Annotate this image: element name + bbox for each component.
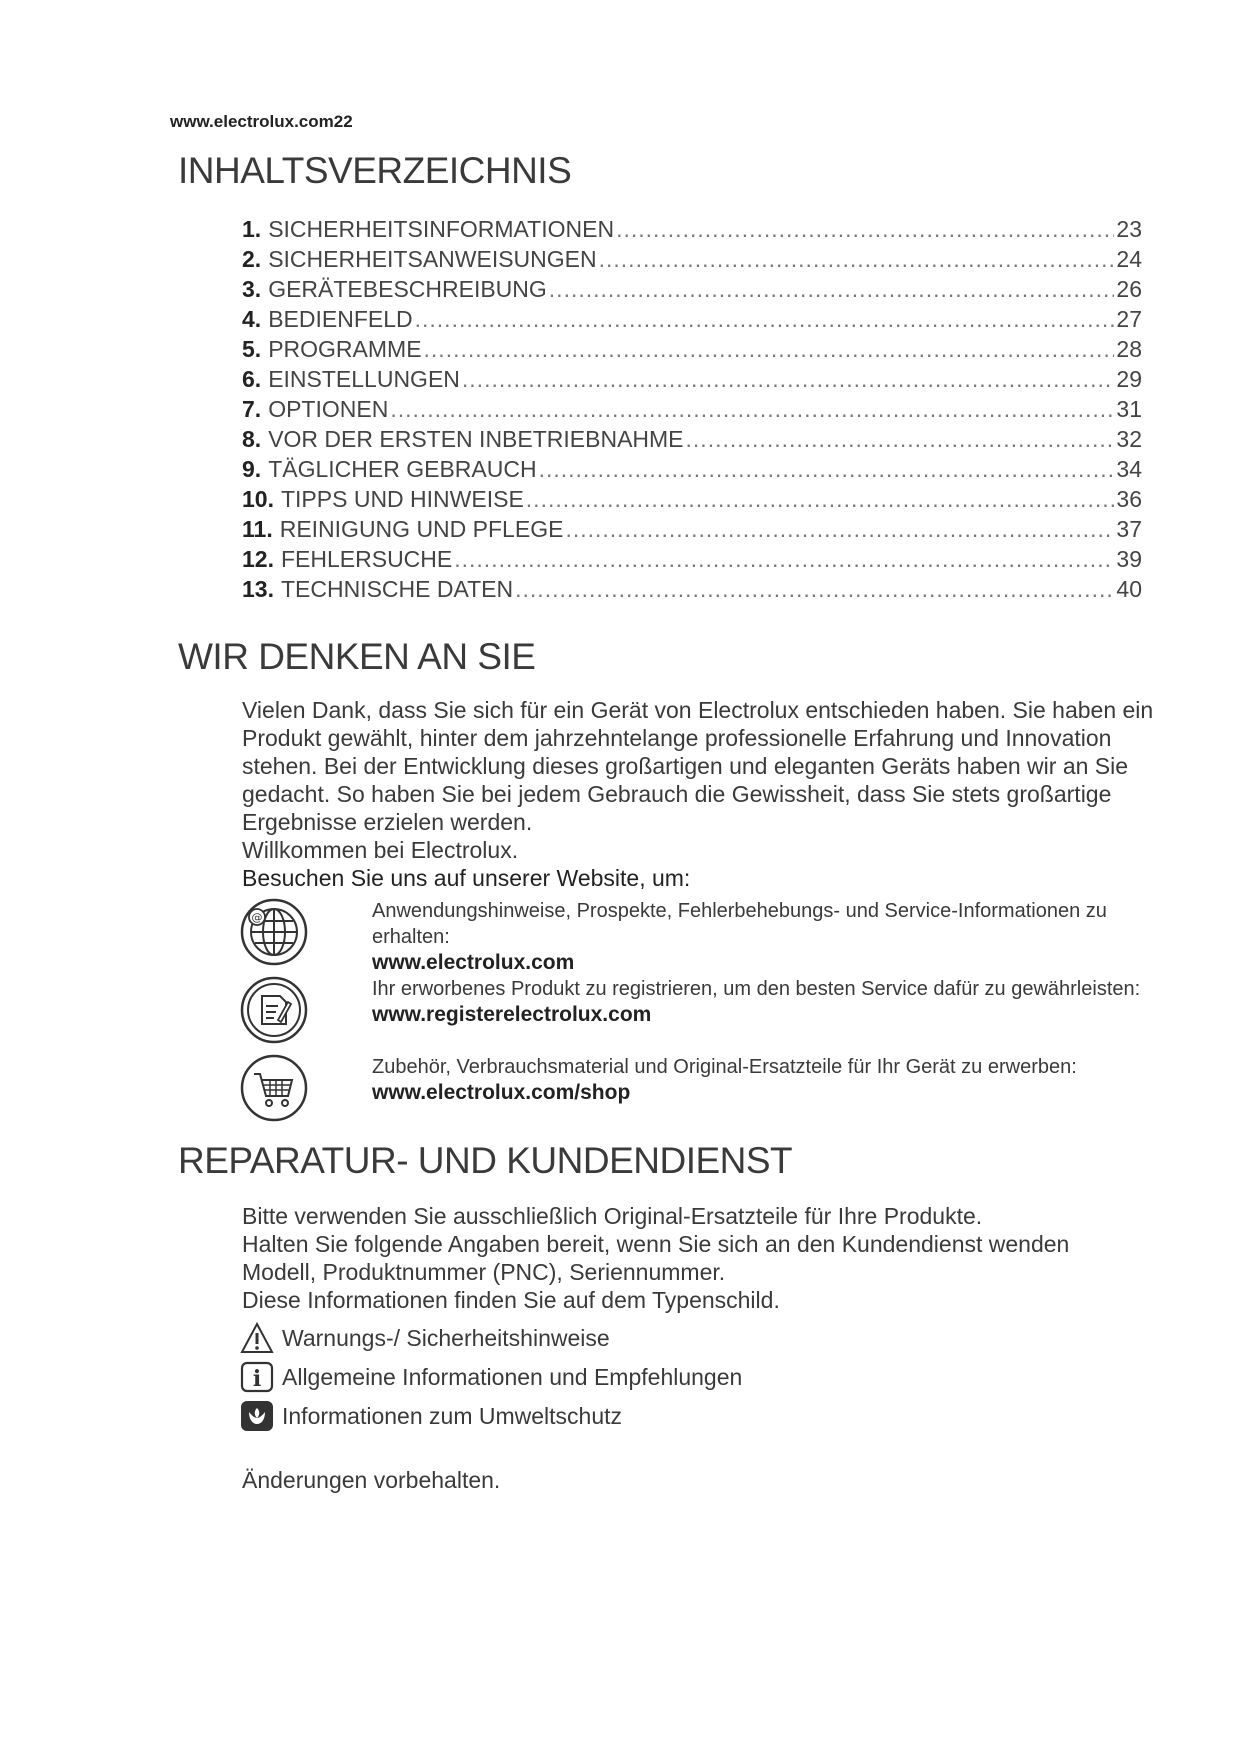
intro-title: WIR DENKEN AN SIE xyxy=(178,636,536,677)
toc-row[interactable]: 6. EINSTELLUNGEN ..... 29 xyxy=(242,364,1142,394)
info-icon xyxy=(240,1361,274,1393)
toc-row[interactable]: 5. PROGRAMME ..... 28 xyxy=(242,334,1142,364)
toc-label: FEHLERSUCHE xyxy=(280,546,453,572)
toc-row[interactable]: 12. FEHLERSUCHE ..... 39 xyxy=(242,544,1142,574)
toc-page: 31 xyxy=(1116,396,1142,422)
toc-row[interactable]: 11. REINIGUNG UND PFLEGE ..... 37 xyxy=(242,514,1142,544)
svg-text:i: i xyxy=(252,1366,262,1392)
toc-leader xyxy=(424,334,1115,364)
toc-leader xyxy=(454,544,1114,574)
toc-label: TÄGLICHER GEBRAUCH xyxy=(268,456,537,482)
register-icon xyxy=(240,976,308,1044)
toc-page: 29 xyxy=(1116,366,1142,392)
visit-description: Ihr erworbenes Produkt zu registrieren, um den besten Service dafür zu gewährleisten: xyxy=(372,978,1141,1000)
toc-leader xyxy=(515,574,1114,604)
footer-note: Änderungen vorbehalten. xyxy=(242,1467,501,1493)
toc-leader xyxy=(390,394,1114,424)
toc-leader xyxy=(599,244,1115,274)
toc-label: TIPPS UND HINWEISE xyxy=(280,486,524,512)
visit-description: Anwendungshinweise, Prospekte, Fehlerbehebungs- und Service-Informationen zu erhalten: xyxy=(372,900,1107,948)
service-line: Diese Informationen finden Sie auf dem Typenschild. xyxy=(242,1287,780,1313)
toc-leader xyxy=(565,514,1114,544)
toc-row[interactable]: 10. TIPPS UND HINWEISE ..... 36 xyxy=(242,484,1142,514)
toc-page: 23 xyxy=(1116,216,1142,242)
toc-label: SICHERHEITSANWEISUNGEN xyxy=(268,246,597,272)
toc-page: 24 xyxy=(1116,246,1142,272)
intro-text xyxy=(242,696,1162,892)
symbol-warning xyxy=(240,1320,610,1356)
toc-row[interactable]: 8. VOR DER ERSTEN INBETRIEBNAHME ..... 32 xyxy=(242,424,1142,454)
toc-label: EINSTELLUNGEN xyxy=(268,366,460,392)
toc-label: REINIGUNG UND PFLEGE xyxy=(279,516,564,542)
toc-row[interactable]: 13. TECHNISCHE DATEN ..... 40 xyxy=(242,574,1142,604)
visit-description: Zubehör, Verbrauchsmaterial und Original-Ersatzteile für Ihr Gerät zu erwerben: xyxy=(372,1056,1077,1078)
symbol-environment xyxy=(240,1398,622,1434)
visit-heading: Besuchen Sie uns auf unserer Website, um: xyxy=(242,865,691,891)
toc-page: 28 xyxy=(1116,336,1142,362)
toc-leader xyxy=(539,454,1115,484)
symbol-label: Allgemeine Informationen und Empfehlungen xyxy=(282,1363,743,1390)
toc-row[interactable]: 1. SICHERHEITSINFORMATIONEN ..... 23 xyxy=(242,214,1142,244)
symbol-label: Informationen zum Umweltschutz xyxy=(282,1402,623,1429)
service-line: Bitte verwenden Sie ausschließlich Original-Ersatzteile für Ihre Produkte. xyxy=(242,1203,983,1229)
symbol-label: Warnungs-/ Sicherheitshinweise xyxy=(282,1324,610,1351)
toc-leader xyxy=(526,484,1115,514)
toc-page: 34 xyxy=(1116,456,1142,482)
toc-label: TECHNISCHE DATEN xyxy=(280,576,514,602)
intro-paragraph: Vielen Dank, dass Sie sich für ein Gerät von Electrolux entschieden haben. Sie haben ein Produkt gewählt, hinter dem jahrzehntelange professionelle Erfahrung und Innovation stehen. Bei der Entwicklung dieses großartigen und eleganten Geräts haben wir an Sie gedacht. So haben Sie bei jedem Gebrauch die Gewissheit, dass Sie stets großartige Ergebnisse erzielen werden. xyxy=(242,697,1154,835)
toc-page: 40 xyxy=(1116,576,1142,602)
toc-page: 32 xyxy=(1116,426,1142,452)
toc-row[interactable]: 9. TÄGLICHER GEBRAUCH ..... 34 xyxy=(242,454,1142,484)
service-text xyxy=(242,1202,1142,1314)
environment-icon xyxy=(240,1400,274,1432)
globe-icon xyxy=(240,898,308,966)
service-line: Halten Sie folgende Angaben bereit, wenn Sie sich an den Kundendienst wenden Modell, Produktnummer (PNC), Seriennummer. xyxy=(242,1231,1070,1285)
toc-leader xyxy=(415,304,1115,334)
welcome-text: Willkommen bei Electrolux. xyxy=(242,837,519,863)
toc-label: PROGRAMME xyxy=(268,336,422,362)
table-of-contents xyxy=(242,214,1142,604)
link-electrolux[interactable]: www.electrolux.com xyxy=(372,951,575,974)
toc-label: SICHERHEITSINFORMATIONEN xyxy=(268,216,615,242)
toc-page: 26 xyxy=(1116,276,1142,302)
toc-title: INHALTSVERZEICHNIS xyxy=(178,150,572,191)
toc-label: GERÄTEBESCHREIBUNG xyxy=(268,276,547,302)
service-title: REPARATUR- UND KUNDENDIENST xyxy=(178,1140,793,1181)
link-register[interactable]: www.registerelectrolux.com xyxy=(372,1003,652,1026)
toc-row[interactable]: 7. OPTIONEN ..... 31 xyxy=(242,394,1142,424)
link-shop[interactable]: www.electrolux.com/shop xyxy=(372,1081,631,1104)
toc-row[interactable]: 4. BEDIENFELD ..... 27 xyxy=(242,304,1142,334)
svg-text:@: @ xyxy=(251,911,263,924)
shopping-cart-icon xyxy=(240,1054,308,1122)
toc-leader xyxy=(462,364,1115,394)
toc-label: BEDIENFELD xyxy=(268,306,413,332)
toc-page: 39 xyxy=(1116,546,1142,572)
header-url: www.electrolux.com22 xyxy=(170,112,353,131)
toc-label: VOR DER ERSTEN INBETRIEBNAHME xyxy=(268,426,684,452)
warning-icon xyxy=(240,1322,274,1354)
toc-page: 27 xyxy=(1116,306,1142,332)
toc-leader xyxy=(686,424,1115,454)
toc-row[interactable]: 2. SICHERHEITSANWEISUNGEN ..... 24 xyxy=(242,244,1142,274)
toc-leader xyxy=(616,214,1114,244)
toc-row[interactable]: 3. GERÄTEBESCHREIBUNG ..... 26 xyxy=(242,274,1142,304)
toc-label: OPTIONEN xyxy=(268,396,389,422)
toc-leader xyxy=(549,274,1115,304)
toc-page: 36 xyxy=(1116,486,1142,512)
toc-page: 37 xyxy=(1116,516,1142,542)
symbol-info xyxy=(240,1359,742,1395)
